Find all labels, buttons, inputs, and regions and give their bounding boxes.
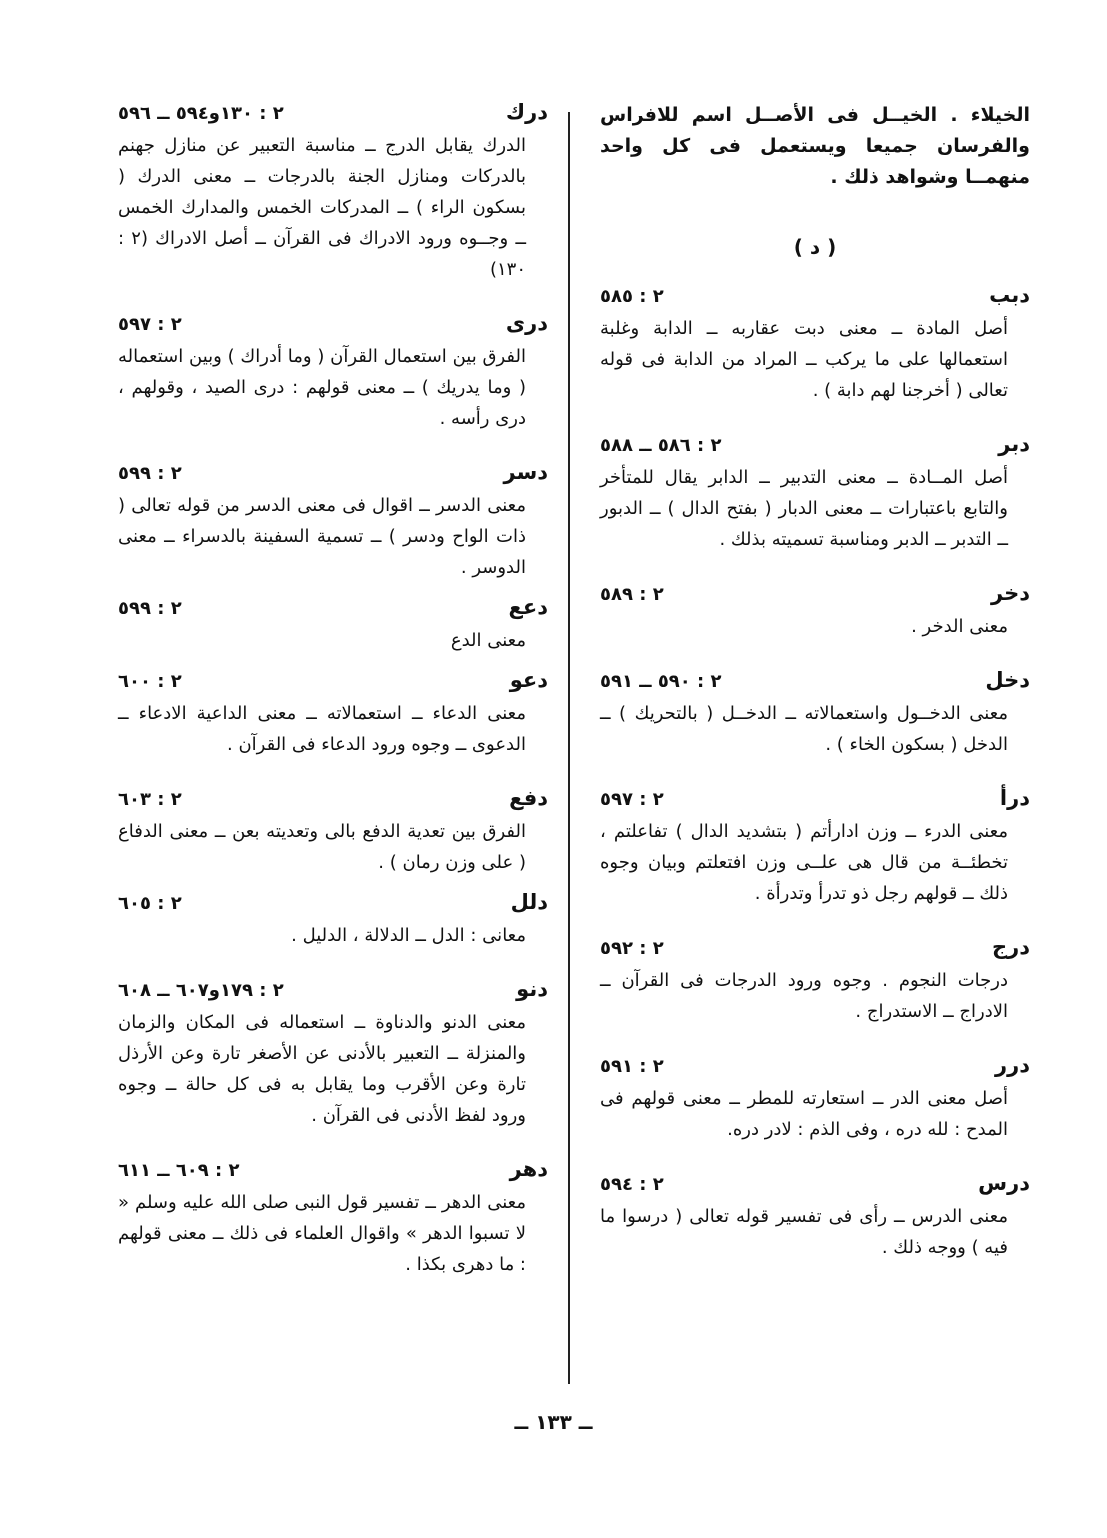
entry-dsr	[118, 460, 548, 583]
entry-text: الدرك يقابل الدرج ــ مناسبة التعبير عن منازل جهنم بالدركات ومنازل الجنة بالدرجات ــ معنى الدرك ( بسكون الراء ) ــ المدركات الخمس والمدارك الخمس ــ وجــوه ورود الادراك فى القرآن ــ أصل الادراك (٢ : ١٣٠)	[118, 135, 526, 280]
entry-reference: ٢ : ٥٩٤	[600, 1174, 664, 1195]
entry-dll	[118, 890, 548, 951]
entry-root: درر	[995, 1053, 1030, 1077]
entry-dra	[600, 786, 1030, 909]
entry-root: درك	[505, 100, 548, 124]
left-column	[118, 100, 548, 1306]
entry-dbr	[600, 432, 1030, 555]
entry-drs	[600, 1171, 1030, 1263]
entry-root: دنو	[516, 977, 548, 1001]
entry-reference: ٢ : ٥٩٠ ــ ٥٩١	[600, 671, 722, 692]
entry-daw	[118, 668, 548, 760]
entry-drr	[600, 1053, 1030, 1145]
entry-daa	[118, 595, 548, 656]
entry-text: معنى الدرء ــ وزن ادارأتم ( بتشديد الدال ) تفاعلتم ، تخطئــة من قال هى علــى وزن افتعلتم وبيان وجوه ذلك ــ قولهم رجل ذو تدرأ وتدرأة .	[600, 821, 1008, 904]
entry-root: دبب	[989, 283, 1030, 307]
entry-reference: ٢ : ٥٨٦ ــ ٥٨٨	[600, 435, 722, 456]
intro-paragraph: الخيلاء . الخيــل فى الأصــل اسم للافراس والفرسان جميعا ويستعمل فى كل واحد منهمــا وشواهد ذلك .	[600, 104, 1030, 188]
entry-text: الفرق بين استعمال القرآن ( وما أدراك ) وبين استعماله ( وما يدريك ) ــ معنى قولهم : درى الصيد ، وقولهم ، درى رأسه .	[118, 346, 526, 429]
entry-text: درجات النجوم . وجوه ورود الدرجات فى القرآن ــ الادراج ــ الاستدراج .	[600, 970, 1008, 1022]
entry-dbb	[600, 283, 1030, 406]
entry-root: دخر	[991, 581, 1030, 605]
entry-drj	[600, 935, 1030, 1027]
entry-drk	[118, 100, 548, 285]
page-number: ــ ١٣٣ ــ	[514, 1410, 593, 1434]
entry-root: درس	[978, 1171, 1030, 1195]
entry-text: أصل المــادة ــ معنى التدبير ــ الدابر يقال للمتأخر والتابع باعتبارات ــ معنى الدبار ( بفتح الدال ) ــ الدبور ــ التدبر ــ الدبر ومناسبة تسميته بذلك .	[600, 467, 1008, 550]
entry-root: دسر	[503, 460, 548, 484]
entry-root: دخل	[985, 668, 1030, 692]
entry-root: درى	[505, 311, 548, 335]
entry-reference: ٢ : ٥٨٩	[600, 584, 664, 605]
entry-text: أصل المادة ــ معنى دبت عقاربه ــ الدابة وغلبة استعمالها على ما يركب ــ المراد من الدابة فى قوله تعالى ( أخرجنا لهم دابة ) .	[600, 318, 1008, 401]
entry-text: معنى الدهر ــ تفسير قول النبى صلى الله عليه وسلم « لا تسبوا الدهر » واقوال العلماء فى ذلك ــ معنى قولهم : ما دهرى بكذا .	[118, 1192, 526, 1275]
entry-reference: ٢ : ١٣٠و٥٩٤ ــ ٥٩٦	[118, 103, 284, 124]
entry-text: أصل معنى الدر ــ استعارته للمطر ــ معنى قولهم فى المدح : لله دره ، وفى الذم : لادر دره.	[600, 1088, 1008, 1140]
entry-dry	[118, 311, 548, 434]
entry-root: دفع	[509, 786, 548, 810]
entry-dkhl	[600, 668, 1030, 760]
entry-text: معانى : الدل ــ الدلالة ، الدليل .	[291, 925, 526, 946]
entry-root: درج	[991, 935, 1030, 959]
right-column	[600, 100, 1030, 1289]
entry-text: معنى الدسر ــ اقوال فى معنى الدسر من قوله تعالى ( ذات الواح ودسر ) ــ تسمية السفينة بالدسراء ــ معنى الدوسر .	[118, 495, 526, 578]
entry-reference: ٢ : ٦٠٩ ــ ٦١١	[118, 1160, 240, 1181]
entry-text: معنى الدخــول واستعمالاته ــ الدخــل ( بالتحريك ) ــ الدخل ( بسكون الخاء ) .	[600, 703, 1008, 755]
entry-reference: ٢ : ٥٩٧	[118, 314, 182, 335]
section-title: ( د )	[793, 235, 837, 259]
entry-root: درأ	[999, 786, 1030, 810]
column-divider	[568, 112, 570, 1384]
entry-root: دعع	[508, 595, 548, 619]
entry-reference: ٢ : ١٧٩و٦٠٧ ــ ٦٠٨	[118, 980, 284, 1001]
entry-root: دبر	[998, 432, 1030, 456]
entry-text: معنى الدعاء ــ استعمالاته ــ معنى الداعية الادعاء ــ الدعوى ــ وجوه ورود الدعاء فى القرآن .	[118, 703, 526, 755]
entry-text: معنى الدخر .	[911, 616, 1008, 637]
entry-reference: ٢ : ٥٩٢	[600, 938, 664, 959]
entry-text: الفرق بين تعدية الدفع بالى وتعديته بعن ــ معنى الدفاع ( على وزن رمان ) .	[118, 821, 526, 873]
entry-reference: ٢ : ٦٠٣	[118, 789, 182, 810]
entry-dkhr	[600, 581, 1030, 642]
entry-dfa	[118, 786, 548, 878]
entry-text: معنى الدع	[450, 630, 526, 651]
entry-text: معنى الدنو والدناوة ــ استعماله فى المكان والزمان والمنزلة ــ التعبير بالأدنى عن الأصغر تارة وعن الأرذل تارة وعن الأقرب وما يقابل به فى كل حالة ــ وجوه ورود لفظ الأدنى فى القرآن .	[118, 1012, 526, 1126]
entry-reference: ٢ : ٥٩١	[600, 1056, 664, 1077]
entry-root: دهر	[509, 1157, 548, 1181]
entry-reference: ٢ : ٥٩٩	[118, 598, 182, 619]
entry-text: معنى الدرس ــ رأى فى تفسير قوله تعالى ( درسوا ما فيه ) ووجه ذلك .	[600, 1206, 1008, 1258]
entry-root: دلل	[510, 890, 548, 914]
entry-root: دعو	[509, 668, 548, 692]
entry-reference: ٢ : ٥٩٩	[118, 463, 182, 484]
entry-reference: ٢ : ٦٠٠	[118, 671, 182, 692]
entry-reference: ٢ : ٥٨٥	[600, 286, 664, 307]
entry-dnw	[118, 977, 548, 1131]
entry-dhr	[118, 1157, 548, 1280]
entry-reference: ٢ : ٦٠٥	[118, 893, 182, 914]
entry-reference: ٢ : ٥٩٧	[600, 789, 664, 810]
